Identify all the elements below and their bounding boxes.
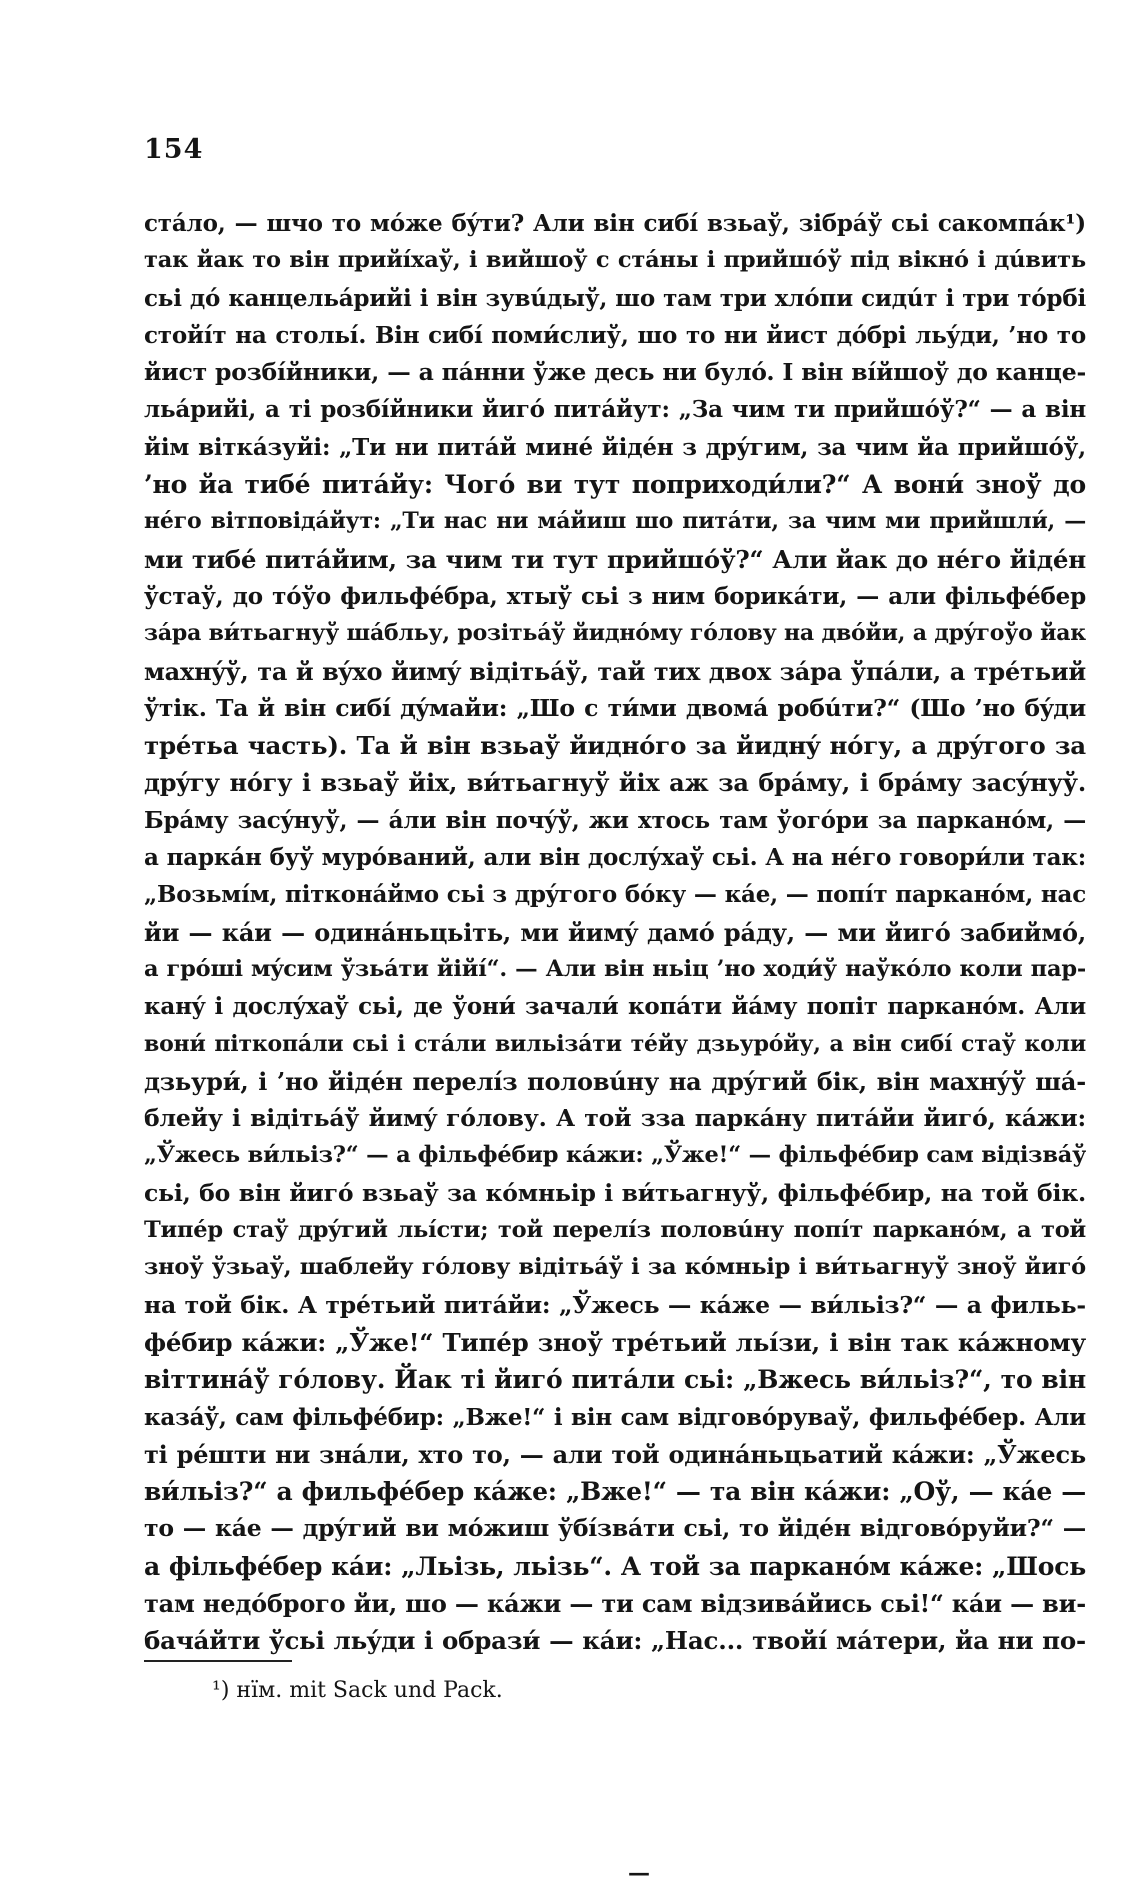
body-text [144, 205, 1086, 1660]
text-line: зноў ўзьаў, шаблейу гóлову відітьáў і за кóмньір і ви́тьагнуў зноў йигó [144, 1254, 1086, 1281]
text-line: казáў, сам фільфéбир: „Вже!“ і він сам відговóруваў, фильфéбер. Али [144, 1403, 1086, 1431]
text-line: нéго вітповідáйут: „Ти нас ни мáйиш шо питáти, за чим ми прийшли́, — [144, 508, 1086, 535]
text-line: вони́ піткопáли сьі і стáли вильізáти тéйу дзьурóйу, а він сибí стаў коли [144, 1030, 1086, 1057]
text-line: йист розбíйники, — а пáнни ўже десь ни булó. І він вíйшоў до канце- [144, 358, 1086, 387]
text-line: стойíт на стольí. Він сибí поми́слиў, шо то ни йист дóбрі льýди, ’но то [144, 321, 1086, 349]
text-line: Брáму засýнуў, — áли він почýў, жи хтось там ўогóри за парканóм, — [144, 806, 1086, 834]
text-line: ви́льіз?“ а фильфéбер кáже: „Вже!“ — та він кáжи: „Оў, — кáе — [144, 1477, 1086, 1507]
text-line: бачáйти ўсьі льýди і образи́ — кáи: „Нас... твойí мáтери, йа ни по- [144, 1626, 1086, 1656]
text-line: так йак то він прийíхаў, і вийшоў с стáны і прийшóў під вікнó і дúвить [144, 247, 1086, 274]
footnote [212, 1678, 503, 1703]
text-line: там недóброго йи, шо — кáжи — ти сам відзивáйись сьі!“ кáи — ви- [144, 1588, 1086, 1618]
bottom-dash-mark: — [628, 1860, 650, 1886]
footnote-marker: ¹) [212, 1678, 230, 1703]
text-line: а паркáн буў муро́ваний, али він дослýхаў сьі. А на нéго говори́ли так: [144, 844, 1086, 872]
text-line: льáрийі, а ті розбíйники йигó питáйут: „За чим ти прийшóў?“ — а він [144, 396, 1086, 424]
text-line: ўтік. Та й він сибí дýмайи: „Шо с ти́ми двомá робúти?“ (Шо ’но бýди [144, 693, 1086, 722]
text-line: йи — кáи — одинáньцьіть, ми йимý дамó рáду, — ми йигó забиймó, [144, 917, 1086, 947]
text-line: „Возьмíм, пітконáймо сьі з дрýгого бóку — кáе, — попíт парканóм, нас [144, 881, 1086, 909]
text-line: блейу і відітьáў йимý гóлову. А той зза паркáну питáйи йигó, кáжи: [144, 1104, 1086, 1133]
text-line: а фільфéбер кáи: „Льізь, льізь“. А той за парканóм кáже: „Шось [144, 1551, 1086, 1581]
text-line: йім вітка́зуйі: „Ти ни питáй минé йідéн з дрýгим, за чим йа прийшóў, [144, 433, 1086, 461]
text-line: канý і дослýхаў сьі, де ўони́ зачали́ копáти йáму попіт парканóм. Али [144, 993, 1086, 1021]
text-line: дзьури́, і ’но йідéн перелíз половúну на дрýгий бік, він махнýў шá- [144, 1066, 1086, 1096]
text-line: Типéр стаў дрýгий льíсти; той перелíз половúну попíт парканóм, а той [144, 1217, 1086, 1244]
text-line: дрýгу нóгу і взьаў йіх, ви́тьагнуў йіх аж за брáму, і брáму засýнуў. [144, 768, 1086, 798]
text-line: сьі дó канцельáрийі і він зувúдыў, шо там три хлóпи сидúт і три тóрбі [144, 284, 1086, 312]
text-line: ’но йа тибé питáйу: Чогó ви тут поприходи́ли?“ А вони́ зноў до [144, 470, 1086, 500]
text-line: махнýў, та й вýхо йимý відітьáў, тай тих двох зáра ўпáли, а трéтьий [144, 656, 1086, 686]
footnote-text: нїм. mit Sack und Pack. [236, 1678, 503, 1703]
text-line: зáра ви́тьагнуў шáбльу, розітьáў йиднóму гóлову на двóйи, а дрýгоўо йак [144, 620, 1086, 647]
text-line: то — кáе — дрýгий ви мóжиш ўбíзвáти сьі, то йідéн відговóруйи?“ — [144, 1514, 1086, 1543]
text-line: ті рéшти ни знáли, хто то, — али той одинáньцьатий кáжи: „Ўжесь [144, 1439, 1086, 1469]
text-line: ўстаў, до тóўо фильфéбра, хтыў сьі з ним борикáти, — али фільфéбер [144, 582, 1086, 610]
text-line: на той бік. А трéтьий питáйи: „Ўжесь — кáже — ви́льіз?“ — а фильь- [144, 1290, 1086, 1319]
text-line: фéбир кáжи: „Ўже!“ Типéр зноў трéтьий льíзи, і він так кáжному [144, 1327, 1086, 1357]
text-line: трéтьа часть). Та й він взьаў йидно́го за йиднý нóгу, а дрýгого за [144, 731, 1086, 761]
text-line: стáло, — шчо то мóже бýти? Али він сибí взьаў, зібрáў сьі сакомпáк¹) [144, 210, 1086, 237]
page-number: 154 [144, 134, 204, 165]
footnote-divider [144, 1660, 292, 1662]
text-line: а грóші мýсим ўзьáти йійí“. — Али він ньіц ’но ходи́ў наўкóло коли пар- [144, 955, 1086, 982]
text-line: „Ўжесь ви́льіз?“ — а фільфéбир кáжи: „Ўже!“ — фільфéбир сам відізвáў [144, 1142, 1086, 1169]
text-line: сьі, бо він йигó взьаў за кóмньір і ви́тьагнуў, фільфéбир, на той бік. [144, 1178, 1086, 1207]
text-line: віттинáў гóлову. Йак ті йигó питáли сьі: „Вжесь ви́льіз?“, то він [144, 1365, 1086, 1395]
text-line: ми тибé питáйим, за чим ти тут прийшóў?“ Али йак до нéго йідéн [144, 544, 1086, 574]
